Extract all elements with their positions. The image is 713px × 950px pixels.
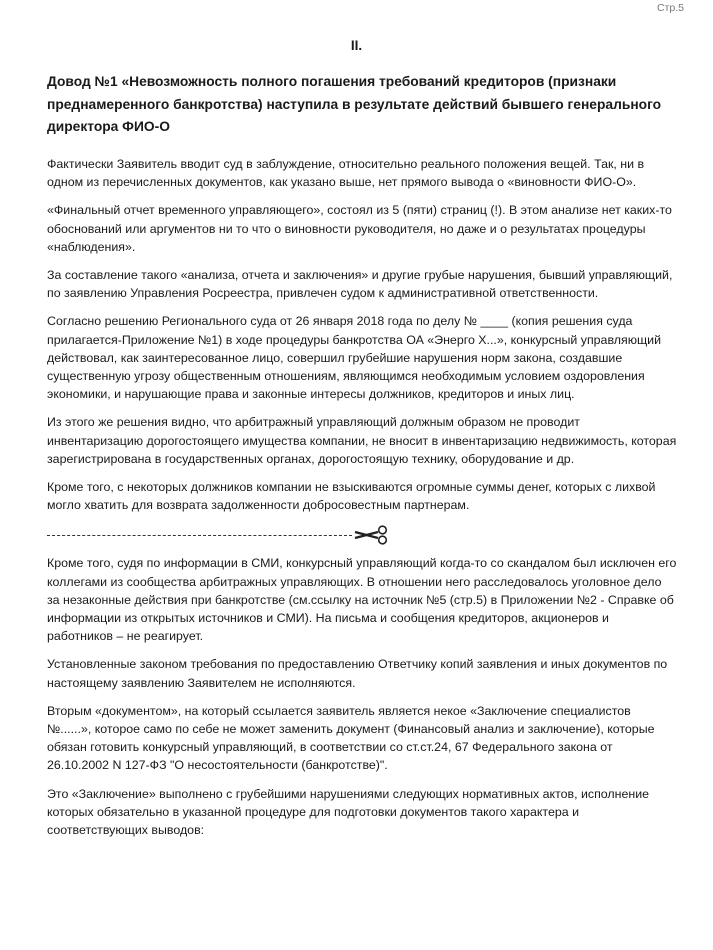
document-title: Довод №1 «Невозможность полного погашения требований кредиторов (признаки преднамеренного банкротства) наступила в результате действий бывшего генерального директора ФИО-О <box>47 74 662 134</box>
paragraph: Установленные законом требования по предоставлению Ответчику копий заявления и иных документов по настоящему заявлению Заявителем не исполняются. <box>47 657 668 690</box>
scissors-icon <box>354 525 392 545</box>
paragraph: Согласно решению Регионального суда от 26 января 2018 года по делу № ____ (копия решения суда прилагается-Приложение №1) в ходе процедуры банкротства ОА «Энерго Х...», конкурсный управляющий действовал, как заинтересованное лицо, совершил грубейшие нарушения норм закона, создавшие существенную угрозу общественным отношениям, являющимся необходимым условием оздоровления экономики, и нарушающие права и законные интересы должников, кредиторов и иных лиц. <box>47 314 662 402</box>
paragraph: Вторым «документом», на который ссылается заявитель является некое «Заключение специалистов №......», которое само по себе не может заменить документ (Финансовый анализ и заключение), которые обязан готовить конкурсный управляющий, в соответствии со ст.ст.24, 67 Федерального закона от 26.10.2002 N 127-ФЗ "О несостоятельности (банкротстве)". <box>47 703 655 773</box>
paragraph: Это «Заключение» выполнено с грубейшими нарушениями следующих нормативных актов, исполнение которых обязательно в указанной процедуре для подготовки документов такого характера и соответствующих выводов: <box>47 786 650 838</box>
paragraph: За составление такого «анализа, отчета и заключения» и другие грубые нарушения, бывший управляющий, по заявлению Управления Росреестра, привлечен судом к административной ответственности. <box>47 268 673 301</box>
section-heading: II. <box>350 38 363 53</box>
cut-line <box>47 524 392 546</box>
paragraph: Из этого же решения видно, что арбитражный управляющий должным образом не проводит инвентаризацию дорогостоящего имущества компании, не вносит в инвентаризацию недвижимость, которая зарегистрирована в государственных органах, дорогостоящую технику, оборудование и др. <box>47 415 677 466</box>
dashed-separator <box>47 535 352 536</box>
paragraph: Кроме того, с некоторых должников компании не взыскиваются огромные суммы денег, которых с лихвой могло хватить для возврата задолженности добросовестным партнерам. <box>47 480 656 513</box>
document-body <box>47 155 677 849</box>
paragraph: Фактически Заявитель вводит суд в заблуждение, относительно реального положения вещей. Так, ни в одном из перечисленных документов, как указано выше, нет прямого вывода о «виновности ФИО-О». <box>47 157 645 190</box>
paragraph: Кроме того, судя по информации в СМИ, конкурсный управляющий когда-то со скандалом был исключен его коллегами из сообщества арбитражных управляющих. В отношении него расследовалось уголовное дело за незаконные действия при банкротстве (см.ссылку на источник №5 (стр.5) в Приложении №2 - Справке об информации из открытых источников и СМИ). На письма и сообщения кредиторов, акционеров и работников – не реагирует. <box>47 556 677 644</box>
page-number: Стр.5 <box>657 2 684 14</box>
paragraph: «Финальный отчет временного управляющего», состоял из 5 (пяти) страниц (!). В этом анализе нет каких-то обоснований или аргументов ни то что о виновности руководителя, но даже и о результатах процедуры «наблюдения». <box>47 203 672 254</box>
